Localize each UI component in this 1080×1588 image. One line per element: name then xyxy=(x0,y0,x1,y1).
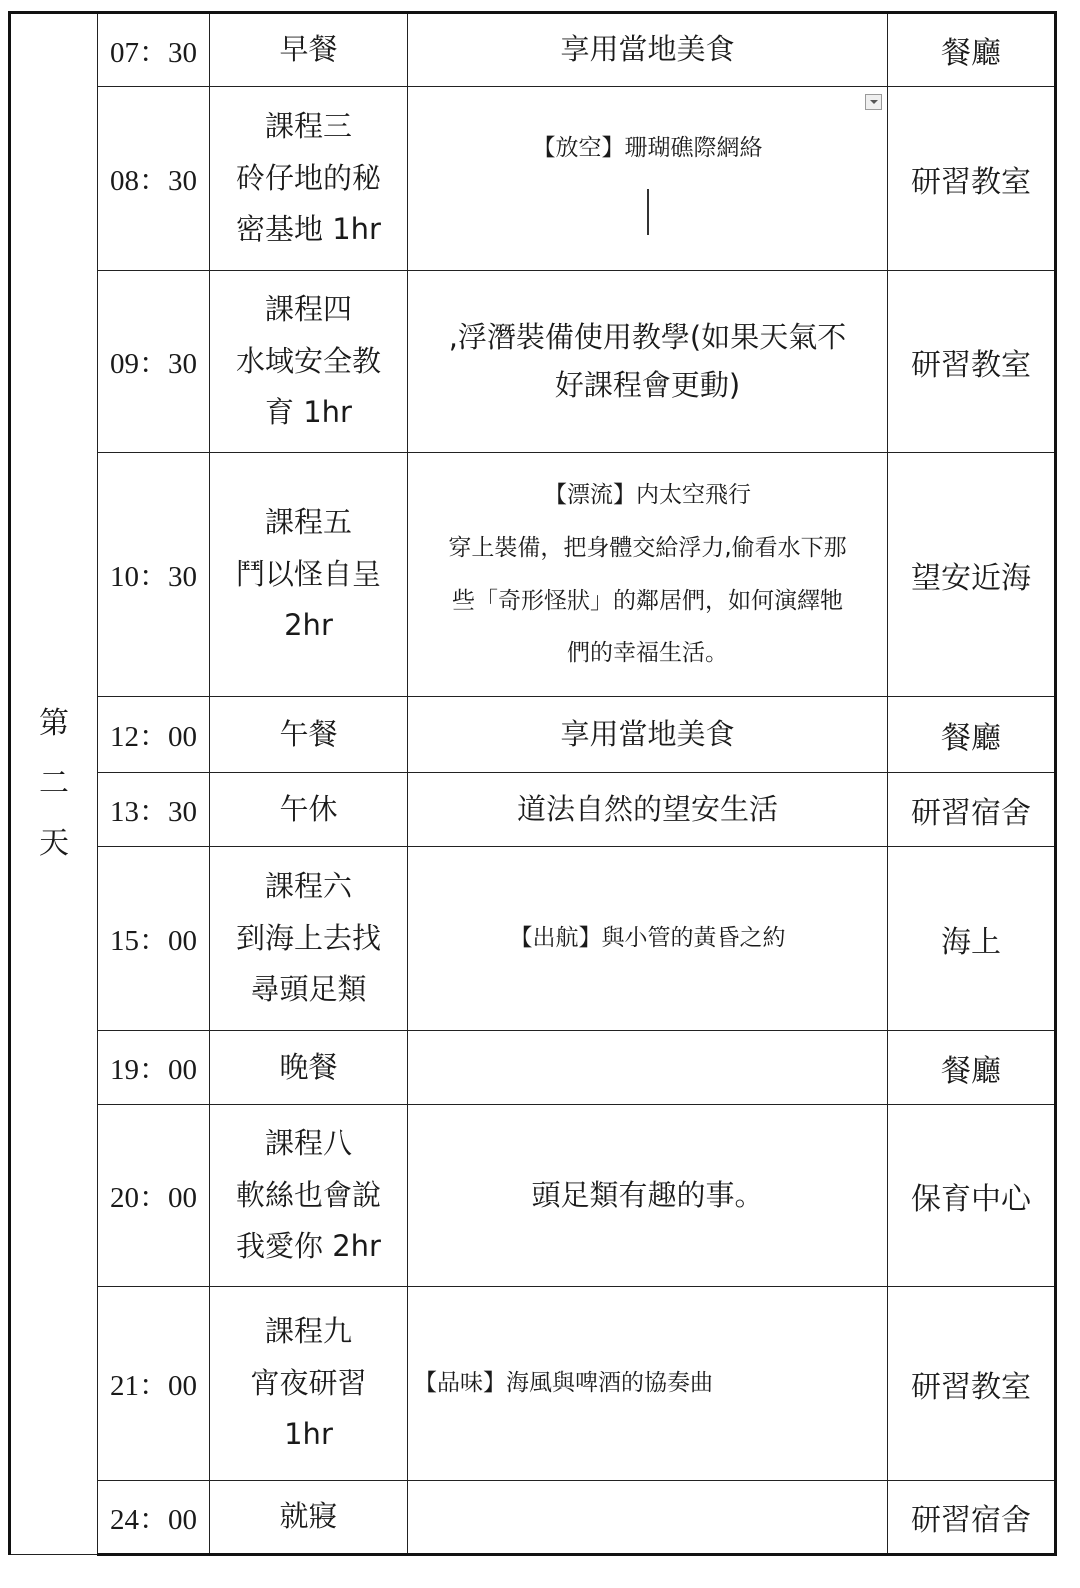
item-line: 課程九 xyxy=(264,1314,352,1349)
item-cell xyxy=(210,87,408,271)
item-cell xyxy=(210,1481,408,1555)
location-cell: 保育中心 xyxy=(888,1105,1056,1287)
item-line: 2hr xyxy=(284,608,333,643)
time-cell: 10：30 xyxy=(98,453,210,697)
location-cell: 餐廳 xyxy=(888,1031,1056,1105)
description-line: 【出航】與小管的黃昏之約 xyxy=(509,925,786,952)
description-cell xyxy=(408,87,888,271)
time-cell: 13：30 xyxy=(98,773,210,847)
time-cell: 24：00 xyxy=(98,1481,210,1555)
item-line: 課程五 xyxy=(264,505,352,540)
time-cell: 09：30 xyxy=(98,271,210,453)
schedule-row xyxy=(10,1031,1056,1105)
item-line: 育 1hr xyxy=(265,395,352,430)
description-cell xyxy=(408,1031,888,1105)
item-line: 密基地 1hr xyxy=(236,212,381,247)
day-label-char: 天 xyxy=(39,826,69,861)
time-cell: 15：00 xyxy=(98,847,210,1031)
item-line: 鬥以怪自呈 xyxy=(235,556,381,591)
description-line: ,浮潛裝備使用教學(如果天氣不 xyxy=(448,319,847,354)
description-line: 道法自然的望安生活 xyxy=(516,791,778,826)
schedule-row xyxy=(10,453,1056,697)
item-line: 午餐 xyxy=(279,716,338,751)
schedule-row xyxy=(10,13,1056,87)
description-line: 【放空】珊瑚礁際網絡 xyxy=(532,135,763,162)
location-cell: 研習教室 xyxy=(888,1287,1056,1481)
location-cell: 研習教室 xyxy=(888,271,1056,453)
description-line: 們的幸福生活。 xyxy=(567,640,728,667)
time-cell: 12：00 xyxy=(98,697,210,773)
description-line: 享用當地美食 xyxy=(560,716,735,751)
location-cell: 研習宿舍 xyxy=(888,1481,1056,1555)
time-cell: 21：00 xyxy=(98,1287,210,1481)
schedule-row xyxy=(10,773,1056,847)
dropdown-arrow-icon[interactable] xyxy=(865,94,882,110)
item-line: 課程三 xyxy=(264,109,352,144)
description-cell xyxy=(408,1105,888,1287)
schedule-row xyxy=(10,697,1056,773)
item-line: 課程六 xyxy=(264,869,352,904)
schedule-row xyxy=(10,1481,1056,1555)
description-cell xyxy=(408,847,888,1031)
description-line: 【品味】海風與啤酒的協奏曲 xyxy=(414,1370,713,1397)
location-cell: 研習宿舍 xyxy=(888,773,1056,847)
item-line: 到海上去找 xyxy=(235,920,381,955)
description-cell xyxy=(408,773,888,847)
schedule-row xyxy=(10,847,1056,1031)
item-line: 宵夜研習 xyxy=(250,1365,367,1400)
time-cell: 20：00 xyxy=(98,1105,210,1287)
time-cell: 08：30 xyxy=(98,87,210,271)
description-cell xyxy=(408,13,888,87)
description-cell xyxy=(408,697,888,773)
location-cell: 研習教室 xyxy=(888,87,1056,271)
item-line: 課程四 xyxy=(264,292,352,327)
item-line: 軟絲也會說 xyxy=(235,1177,381,1212)
day-label-char: 二 xyxy=(39,766,69,801)
schedule-row xyxy=(10,87,1056,271)
text-cursor-caret xyxy=(647,189,649,235)
day-label-char: 第 xyxy=(39,706,69,741)
location-cell: 餐廳 xyxy=(888,697,1056,773)
item-cell xyxy=(210,271,408,453)
day-label xyxy=(10,13,98,1555)
item-cell xyxy=(210,13,408,87)
schedule-row xyxy=(10,271,1056,453)
footer-note-cut-off xyxy=(220,1576,720,1588)
item-line: 早餐 xyxy=(279,32,338,67)
item-line: 砱仔地的秘 xyxy=(235,160,381,195)
description-cell xyxy=(408,1287,888,1481)
item-cell xyxy=(210,697,408,773)
item-cell xyxy=(210,1105,408,1287)
location-cell: 餐廳 xyxy=(888,13,1056,87)
location-cell: 望安近海 xyxy=(888,453,1056,697)
schedule-row xyxy=(10,1287,1056,1481)
location-cell: 海上 xyxy=(888,847,1056,1031)
item-line: 課程八 xyxy=(264,1126,352,1161)
item-line: 就寢 xyxy=(279,1499,338,1534)
item-cell xyxy=(210,453,408,697)
item-line: 晚餐 xyxy=(279,1049,338,1084)
item-line: 尋頭足類 xyxy=(250,972,367,1007)
item-cell xyxy=(210,847,408,1031)
description-line: 穿上裝備，把身體交給浮力,偷看水下那 xyxy=(448,534,847,561)
item-cell xyxy=(210,1031,408,1105)
schedule-row xyxy=(10,1105,1056,1287)
item-line: 水域安全教 xyxy=(235,343,381,378)
description-cell xyxy=(408,1481,888,1555)
schedule-table xyxy=(8,11,1057,1556)
description-line: 好課程會更動) xyxy=(554,367,741,402)
item-line: 我愛你 2hr xyxy=(236,1229,381,1264)
item-cell xyxy=(210,773,408,847)
description-line: 頭足類有趣的事。 xyxy=(531,1177,764,1212)
description-line: 享用當地美食 xyxy=(560,32,735,67)
item-line: 午休 xyxy=(279,791,338,826)
item-line: 1hr xyxy=(284,1417,333,1452)
description-cell xyxy=(408,271,888,453)
item-cell xyxy=(210,1287,408,1481)
time-cell: 07：30 xyxy=(98,13,210,87)
time-cell: 19：00 xyxy=(98,1031,210,1105)
description-line: 些「奇形怪狀」的鄰居們，如何演繹牠 xyxy=(452,587,843,614)
description-line: 【漂流】内太空飛行 xyxy=(544,481,751,508)
description-cell xyxy=(408,453,888,697)
